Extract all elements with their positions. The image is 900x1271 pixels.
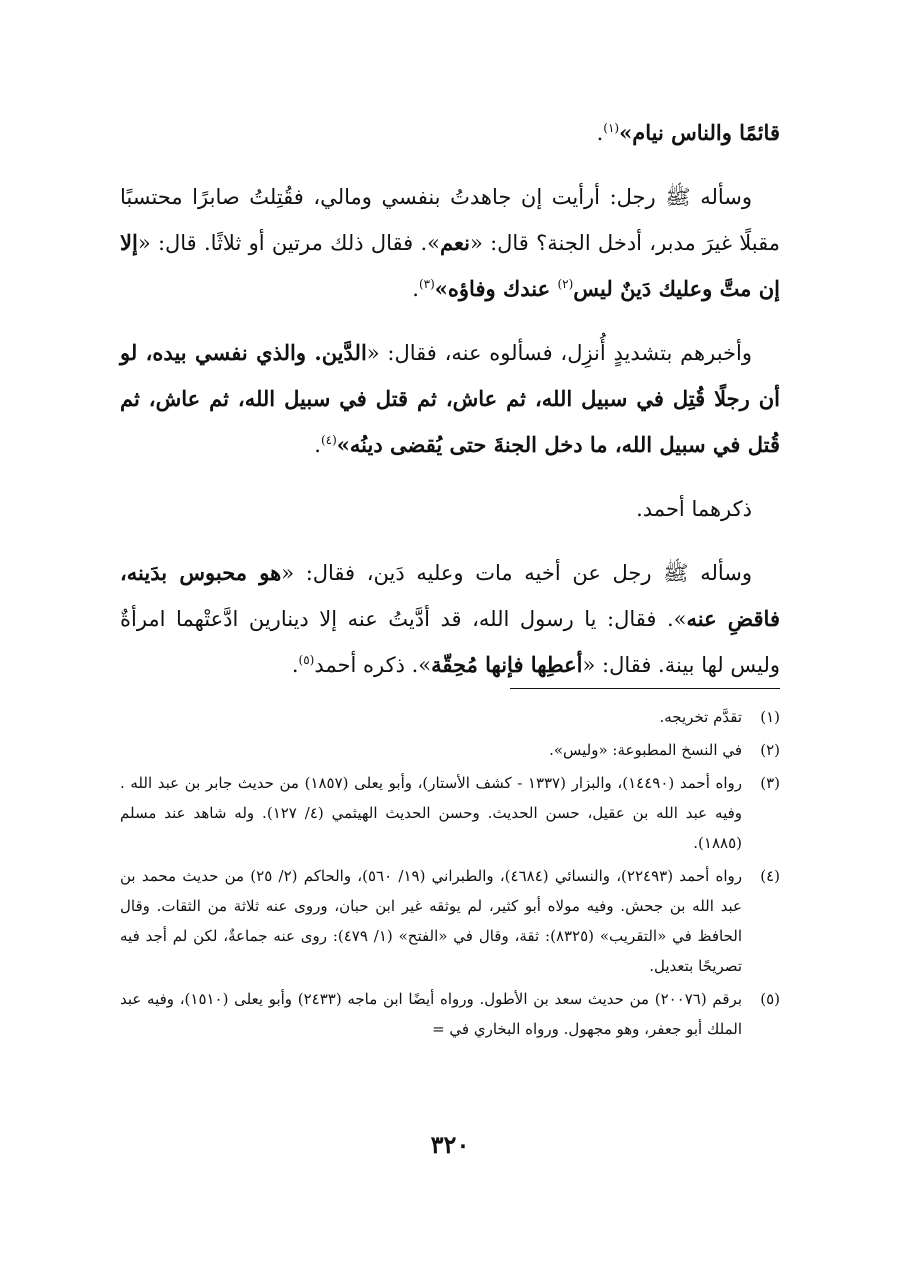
- footnote: [120, 861, 780, 981]
- hadith-quote: نعم: [439, 230, 470, 255]
- footnote-text: رواه أحمد (٢٢٤٩٣)، والنسائي (٤٦٨٤)، والطبراني (١٩/ ٥٦٠)، والحاكم (٢/ ٢٥) من حديث محمد بن عبد الله بن جحش. وفيه مولاه أبو كثير، لم يوثقه غير ابن حبان، وروى عنه ثلاثة من الثقات. وقال الحافظ في «التقريب» (٨٣٢٥): ثقة، وقال في «الفتح» (١/ ٤٧٩): روى عنه جماعةٌ، لكن لم أجد فيه تصريحًا بتعديل.: [120, 867, 743, 975]
- footnote-text: برقم (٢٠٠٧٦) من حديث سعد بن الأطول. ورواه أيضًا ابن ماجه (٢٤٣٣) وأبو يعلى (١٥١٠)، وفيه عبد الملك أبو جعفر، وهو مجهول. ورواه البخاري في =: [120, 990, 742, 1038]
- text-run: .: [291, 653, 299, 677]
- footnote-marker: (٣): [418, 277, 435, 291]
- hadith-quote: هو محبوس بدَينه، فاقضِ عنه: [120, 560, 780, 631]
- footnote-text: في النسخ المطبوعة: «وليس».: [549, 741, 742, 759]
- footnote-number: (٤): [760, 867, 780, 885]
- text-run: ». فقال ذلك مرتين أو ثلاثًا. قال: «: [137, 231, 440, 255]
- text-run: ». ذكره أحمد: [314, 653, 432, 677]
- paragraph: [120, 174, 780, 312]
- footnote-marker: (٥): [298, 653, 315, 667]
- footnote-text: تقدَّم تخريجه.: [659, 708, 742, 726]
- footnote-separator: [510, 688, 780, 689]
- footnote: [120, 702, 780, 732]
- hadith-quote: قائمًا والناس نيام»: [619, 120, 780, 145]
- footnote-marker: (١): [603, 121, 620, 135]
- text-run: ». فقال: يا رسول الله، قد أدَّيتُ عنه إلا دينارين ادَّعتْهما امرأةٌ وليس لها بينة. فقال: «: [120, 607, 780, 677]
- hadith-quote: عندك وفاؤه»: [434, 276, 558, 301]
- hadith-quote: إلا إن متَّ وعليك دَينٌ ليس: [120, 230, 780, 301]
- footnote: [120, 735, 780, 765]
- footnote: [120, 984, 780, 1044]
- main-text: [120, 110, 780, 688]
- book-page: [120, 110, 780, 1220]
- paragraph: [120, 110, 780, 156]
- footnote: [120, 768, 780, 858]
- footnote-number: (٢): [760, 741, 780, 759]
- text-run: .: [412, 277, 419, 301]
- footnote-marker: (٢): [557, 277, 574, 291]
- text-run: وسأله ﷺ رجل: أرأيت إن جاهدتُ بنفسي ومالي، فقُتِلتُ صابرًا محتسبًا مقبلًا غيرَ مدبر، أدخل الجنة؟ قال: «: [120, 185, 780, 255]
- footnote-text: رواه أحمد (١٤٤٩٠)، والبزار (١٣٣٧ - كشف الأستار)، وأبو يعلى (١٨٥٧) من حديث جابر بن عبد الله . وفيه عبد الله بن عقيل، حسن الحديث. وحسن الحديث الهيثمي (٤/ ١٢٧). وله شاهد عند مسلم (١٨٨٥).: [120, 774, 743, 852]
- text-run: .: [314, 433, 321, 457]
- paragraph: [120, 486, 780, 532]
- hadith-quote: الدَّين. والذي نفسي بيده، لو أن رجلًا قُتِل في سبيل الله، ثم عاش، ثم قتل في سبيل الله، ثم عاش، ثم قُتل في سبيل الله، ما دخل الجنةَ حتى يُقضى دينُه»: [120, 340, 780, 457]
- footnote-number: (٥): [760, 990, 780, 1008]
- paragraph: [120, 330, 780, 468]
- text-run: .: [596, 121, 604, 145]
- footnotes: [120, 702, 780, 1047]
- footnote-number: (١): [760, 708, 780, 726]
- page-number: ٣٢٠: [430, 1130, 470, 1159]
- hadith-quote: أعطِها فإنها مُحِقّة: [431, 652, 583, 677]
- paragraph: [120, 550, 780, 688]
- footnote-marker: (٤): [320, 433, 337, 447]
- footnote-number: (٣): [760, 774, 780, 792]
- text-run: ذكرهما أحمد.: [636, 497, 752, 521]
- text-run: وسأله ﷺ رجل عن أخيه مات وعليه دَين، فقال: «: [281, 561, 752, 585]
- text-run: وأخبرهم بتشديدٍ أُنزِل، فسألوه عنه، فقال: «: [366, 341, 753, 365]
